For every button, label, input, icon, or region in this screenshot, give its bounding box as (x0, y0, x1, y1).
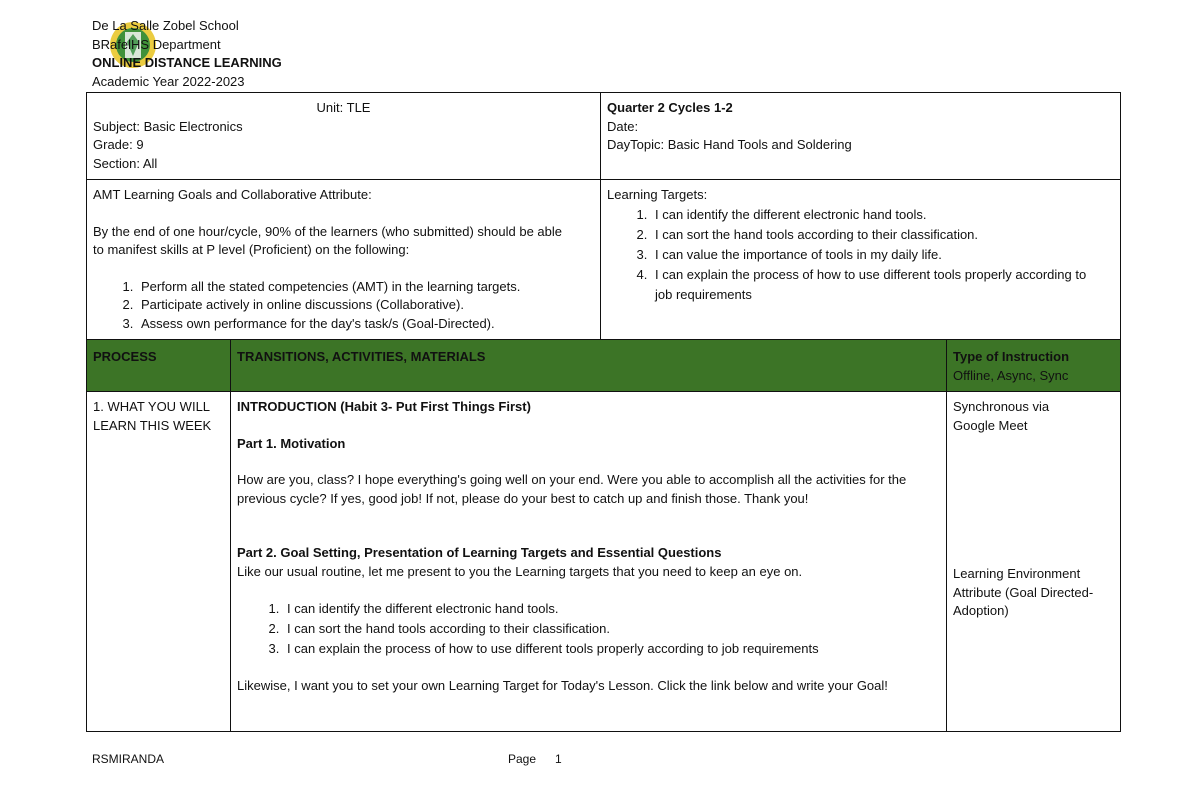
department-name: BRafelHS Department (92, 36, 221, 52)
instruction-type-sync: Synchronous via Google Meet (953, 399, 1050, 433)
activities-cell (231, 392, 947, 732)
part1-title: Part 1. Motivation (237, 435, 346, 451)
list-item: 2. Participate actively in online discussions (Collaborative). (137, 296, 594, 315)
goals-list (93, 278, 594, 334)
instruction-type-attribute: Learning Environment Attribute (Goal Directed- Adoption) (953, 566, 1094, 618)
process-cell (87, 392, 231, 732)
list-item: 4. I can explain the process of how to use different tools properly according to job requirements (651, 265, 1114, 305)
instruction-type-subtitle: Offline, Async, Sync (953, 367, 1069, 383)
section-label: Section: All (93, 155, 158, 171)
academic-year: Academic Year 2022-2023 (92, 73, 245, 89)
footer-page-number: 1 (555, 752, 562, 766)
list-item: 1. I can identify the different electronic hand tools. (283, 599, 940, 619)
transitions-header: TRANSITIONS, ACTIVITIES, MATERIALS (231, 340, 947, 392)
day-topic-label: DayTopic: Basic Hand Tools and Soldering (607, 137, 852, 152)
lesson-plan-table (86, 92, 1121, 732)
instruction-type-header (947, 340, 1121, 392)
goals-heading: AMT Learning Goals and Collaborative Attribute: (93, 187, 372, 202)
list-item: 2. I can sort the hand tools according to their classification. (651, 225, 1114, 245)
learning-targets-cell (601, 180, 1121, 340)
targets-list (607, 205, 1114, 305)
list-item: 1. Perform all the stated competencies (AMT) in the learning targets. (137, 278, 594, 297)
part1-text: How are you, class? I hope everything's going well on your end. Were you able to accomplish all the activities for the previous cycle? If yes, good job! If not, please do your best to catch up and finish those. Thank you! (237, 472, 907, 506)
footer-page-label: Page (508, 752, 537, 766)
program-title: ONLINE DISTANCE LEARNING (92, 55, 282, 70)
part2-text: Like our usual routine, let me present to you the Learning targets that you need to keep an eye on. (237, 563, 803, 579)
subject-label: Subject: Basic Electronics (93, 118, 243, 134)
footer-author: RSMIRANDA (92, 752, 165, 766)
learning-goals-cell (87, 180, 601, 340)
process-label: 1. WHAT YOU WILL LEARN THIS WEEK (93, 399, 212, 433)
targets-heading: Learning Targets: (607, 187, 708, 202)
list-item: 3. Assess own performance for the day's task/s (Goal-Directed). (137, 315, 594, 334)
table-row (87, 392, 1121, 732)
list-item: 1. I can identify the different electronic hand tools. (651, 205, 1114, 225)
goals-row (87, 180, 1121, 340)
unit-label: Unit: TLE (316, 100, 371, 115)
part2-targets-list (237, 599, 940, 659)
school-name: De La Salle Zobel School (92, 18, 239, 33)
process-header: PROCESS (87, 340, 231, 392)
course-info-cell (87, 93, 601, 180)
date-label: Date: (607, 118, 639, 134)
quarter-label: Quarter 2 Cycles 1-2 (607, 100, 733, 115)
part2-title: Part 2. Goal Setting, Presentation of Learning Targets and Essential Questions (237, 545, 722, 560)
list-item: 3. I can explain the process of how to use different tools properly according to job requirements (283, 639, 940, 659)
instruction-type-title: Type of Instruction (953, 349, 1070, 364)
schedule-info-cell (601, 93, 1121, 180)
document-header (92, 17, 282, 91)
introduction-title: INTRODUCTION (Habit 3- Put First Things First) (237, 399, 531, 414)
list-item: 2. I can sort the hand tools according to their classification. (283, 619, 940, 639)
goals-intro: By the end of one hour/cycle, 90% of the learners (who submitted) should be able to manifest skills at P level (Proficient) on the following: (93, 223, 563, 257)
closing-text: Likewise, I want you to set your own Learning Target for Today's Lesson. Click the link below and write your Goal! (237, 678, 888, 693)
process-header-row (87, 340, 1121, 392)
grade-label: Grade: 9 (93, 137, 144, 152)
info-row (87, 93, 1121, 180)
list-item: 3. I can value the importance of tools in my daily life. (651, 245, 1114, 265)
instruction-type-cell (947, 392, 1121, 732)
